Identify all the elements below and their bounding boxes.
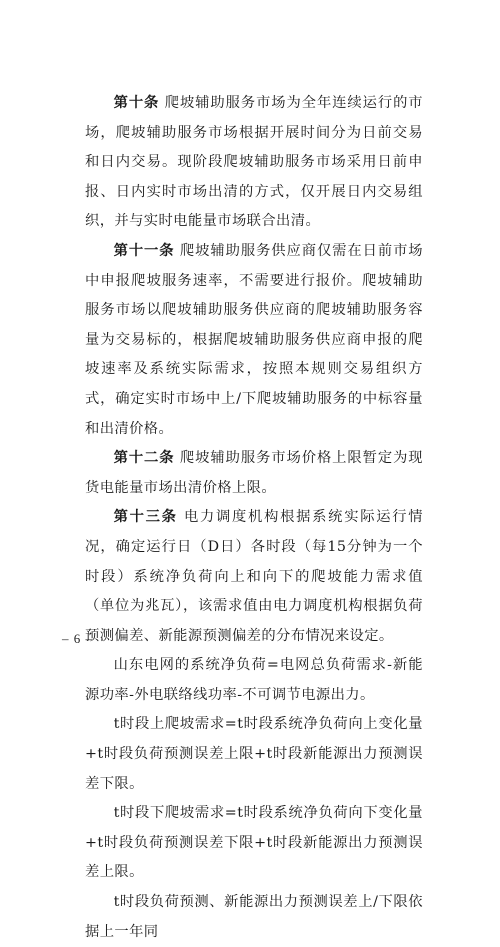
article-heading: 第十条 xyxy=(113,95,160,111)
paragraph-text: t时段上爬坡需求=t时段系统净负荷向上变化量+t时段负荷预测误差上限+t时段新能源出力预测误差下限。 xyxy=(85,716,423,792)
paragraph-article-11 xyxy=(85,237,423,444)
article-heading: 第十一条 xyxy=(113,242,175,259)
paragraph-up-ramp-demand xyxy=(85,710,423,799)
paragraph-text: t时段下爬坡需求=t时段系统净负荷向下变化量+t时段负荷预测误差下限+t时段新能源出力预测误差上限。 xyxy=(85,805,423,881)
paragraph-article-10 xyxy=(85,89,423,237)
paragraph-article-12 xyxy=(85,444,423,503)
paragraph-forecast-error-limits xyxy=(85,888,423,947)
paragraph-text: 电力调度机构根据系统实际运行情况，确定运行日（D日）各时段（每15分钟为一个时段）系统净负荷向上和向下的爬坡能力需求值（单位为兆瓦），该需求值由电力调度机构根据负荷预测偏差、新能源预测偏差的分布情况来设定。 xyxy=(85,509,423,644)
article-heading: 第十二条 xyxy=(113,450,175,467)
paragraph-text: 爬坡辅助服务市场为全年连续运行的市场，爬坡辅助服务市场根据开展时间分为日前交易和日内交易。现阶段爬坡辅助服务市场采用日前申报、日内实时市场出清的方式，仅开展日内交易组织，并与实时电能量市场联合出清。 xyxy=(85,95,423,230)
page-number: – 6 – xyxy=(62,631,93,646)
article-heading: 第十三条 xyxy=(113,509,178,526)
paragraph-down-ramp-demand xyxy=(85,799,423,888)
paragraph-article-13 xyxy=(85,503,423,651)
document-body xyxy=(85,89,423,947)
paragraph-text: t时段负荷预测、新能源出力预测误差上/下限依据上一年同 xyxy=(85,894,423,940)
paragraph-text: 山东电网的系统净负荷=电网总负荷需求-新能源功率-外电联络线功率-不可调节电源出力。 xyxy=(85,657,423,703)
paragraph-net-load-definition xyxy=(85,651,423,710)
paragraph-text: 爬坡辅助服务市场价格上限暂定为现货电能量市场出清价格上限。 xyxy=(85,450,423,496)
paragraph-text: 爬坡辅助服务供应商仅需在日前市场中申报爬坡服务速率，不需要进行报价。爬坡辅助服务市场以爬坡辅助服务供应商的爬坡辅助服务容量为交易标的，根据爬坡辅助服务供应商申报的爬坡速率及系统实际需求，按照本规则交易组织方式，确定实时市场中上/下爬坡辅助服务的中标容量和出清价格。 xyxy=(85,242,423,437)
